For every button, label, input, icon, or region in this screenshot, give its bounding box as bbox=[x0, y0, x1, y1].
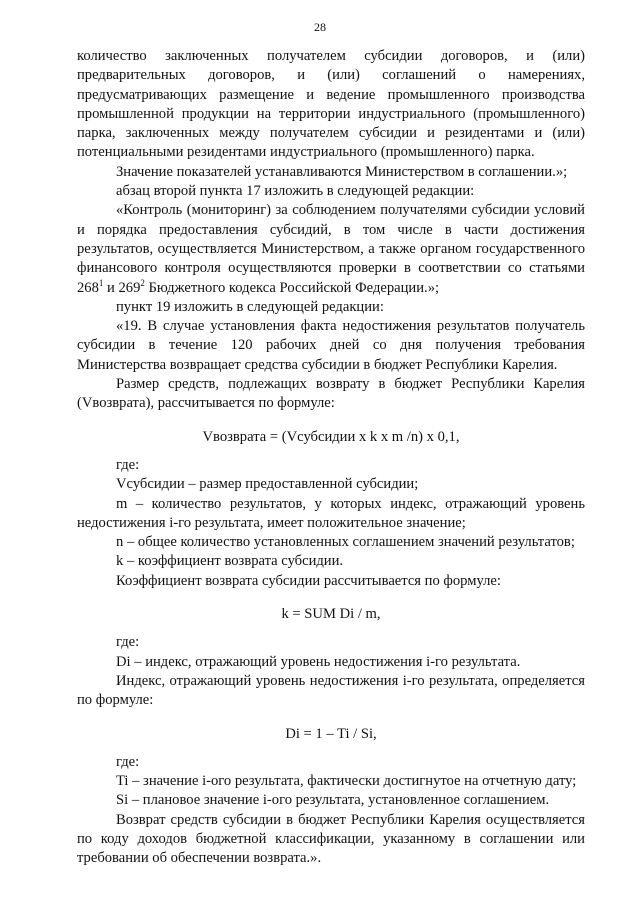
control-text-part3: Бюджетного кодекса Российской Федерации.»; bbox=[144, 279, 440, 296]
paragraph-contracts-count: количество заключенных получателем субсидии договоров, и (или) предварительных договоров, и (или) соглашений о намерениях, предусматривающих размещение и ведение промышленного производства промышленной продукции на территории индустриального (промышленного) парка, заключенных между получателем субсидии и резидентами и (или) потенциальными резидентами индустриального (промышленного) парка. bbox=[77, 48, 585, 161]
paragraph-item19-amendment: пункт 19 изложить в следующей редакции: bbox=[116, 298, 384, 315]
article-269-superscript: 2 bbox=[140, 277, 145, 288]
definition-di: Di – индекс, отражающий уровень недостижения i-го результата. bbox=[116, 653, 521, 670]
paragraph-di-formula-intro: Индекс, отражающий уровень недостижения i-го результата, определяется по формуле: bbox=[77, 672, 585, 709]
control-text-part2: и 269 bbox=[103, 279, 141, 296]
label-where: где: bbox=[116, 456, 140, 473]
label-where: где: bbox=[116, 753, 140, 770]
paragraph-item17-amendment: абзац второй пункта 17 изложить в следующей редакции: bbox=[116, 183, 475, 200]
paragraph-indicator-values: Значение показателей устанавливаются Министерством в соглашении.»; bbox=[116, 163, 568, 180]
formula-k: k = SUM Di / m, bbox=[281, 606, 381, 623]
definition-si: Si – плановое значение i-ого результата, установленное соглашением. bbox=[116, 792, 550, 809]
definition-ti: Ti – значение i-ого результата, фактически достигнутое на отчетную дату; bbox=[116, 773, 577, 790]
paragraph-return-procedure: Возврат средств субсидии в бюджет Республики Карелия осуществляется по коду доходов бюджетной классификации, указанному в соглашении или требовании об обеспечении возврата.». bbox=[77, 811, 585, 867]
definition-m: m – количество результатов, у которых индекс, отражающий уровень недостижения i-го результата, имеет положительное значение; bbox=[77, 495, 585, 531]
definition-n: n – общее количество установленных соглашением значений результатов; bbox=[116, 534, 575, 551]
document-body bbox=[77, 47, 585, 869]
label-where: где: bbox=[116, 634, 140, 651]
paragraph-control-monitoring bbox=[77, 201, 585, 297]
paragraph-k-formula-intro: Коэффициент возврата субсидии рассчитывается по формуле: bbox=[116, 572, 501, 589]
formula-di: Di = 1 – Ti / Si, bbox=[285, 725, 377, 742]
definition-k: k – коэффициент возврата субсидии. bbox=[116, 553, 344, 570]
paragraph-item19-text: «19. В случае установления факта недостижения результатов получатель субсидии в течение 120 рабочих дней со дня получения требования Министерства возвращает средства субсидии в бюджет Республики Карелия. bbox=[77, 318, 585, 373]
definition-vsubsidy: Vсубсидии – размер предоставленной субсидии; bbox=[116, 476, 419, 493]
control-text-part1: «Контроль (мониторинг) за соблюдением получателями субсидии условий и порядка предоставления субсидий, в том числе в части достижения результатов, осуществляется Министерством, а также органом государственного финансового контроля осуществляются проверки в соответствии со статьями 268 bbox=[77, 202, 585, 296]
formula-return-volume: Vвозврата = (Vсубсидии x k x m /n) x 0,1, bbox=[202, 428, 460, 445]
page-number: 28 bbox=[314, 20, 326, 34]
article-268-superscript: 1 bbox=[98, 277, 104, 288]
paragraph-return-amount: Размер средств, подлежащих возврату в бюджет Республики Карелия (Vвозврата), рассчитывается по формуле: bbox=[77, 376, 585, 412]
